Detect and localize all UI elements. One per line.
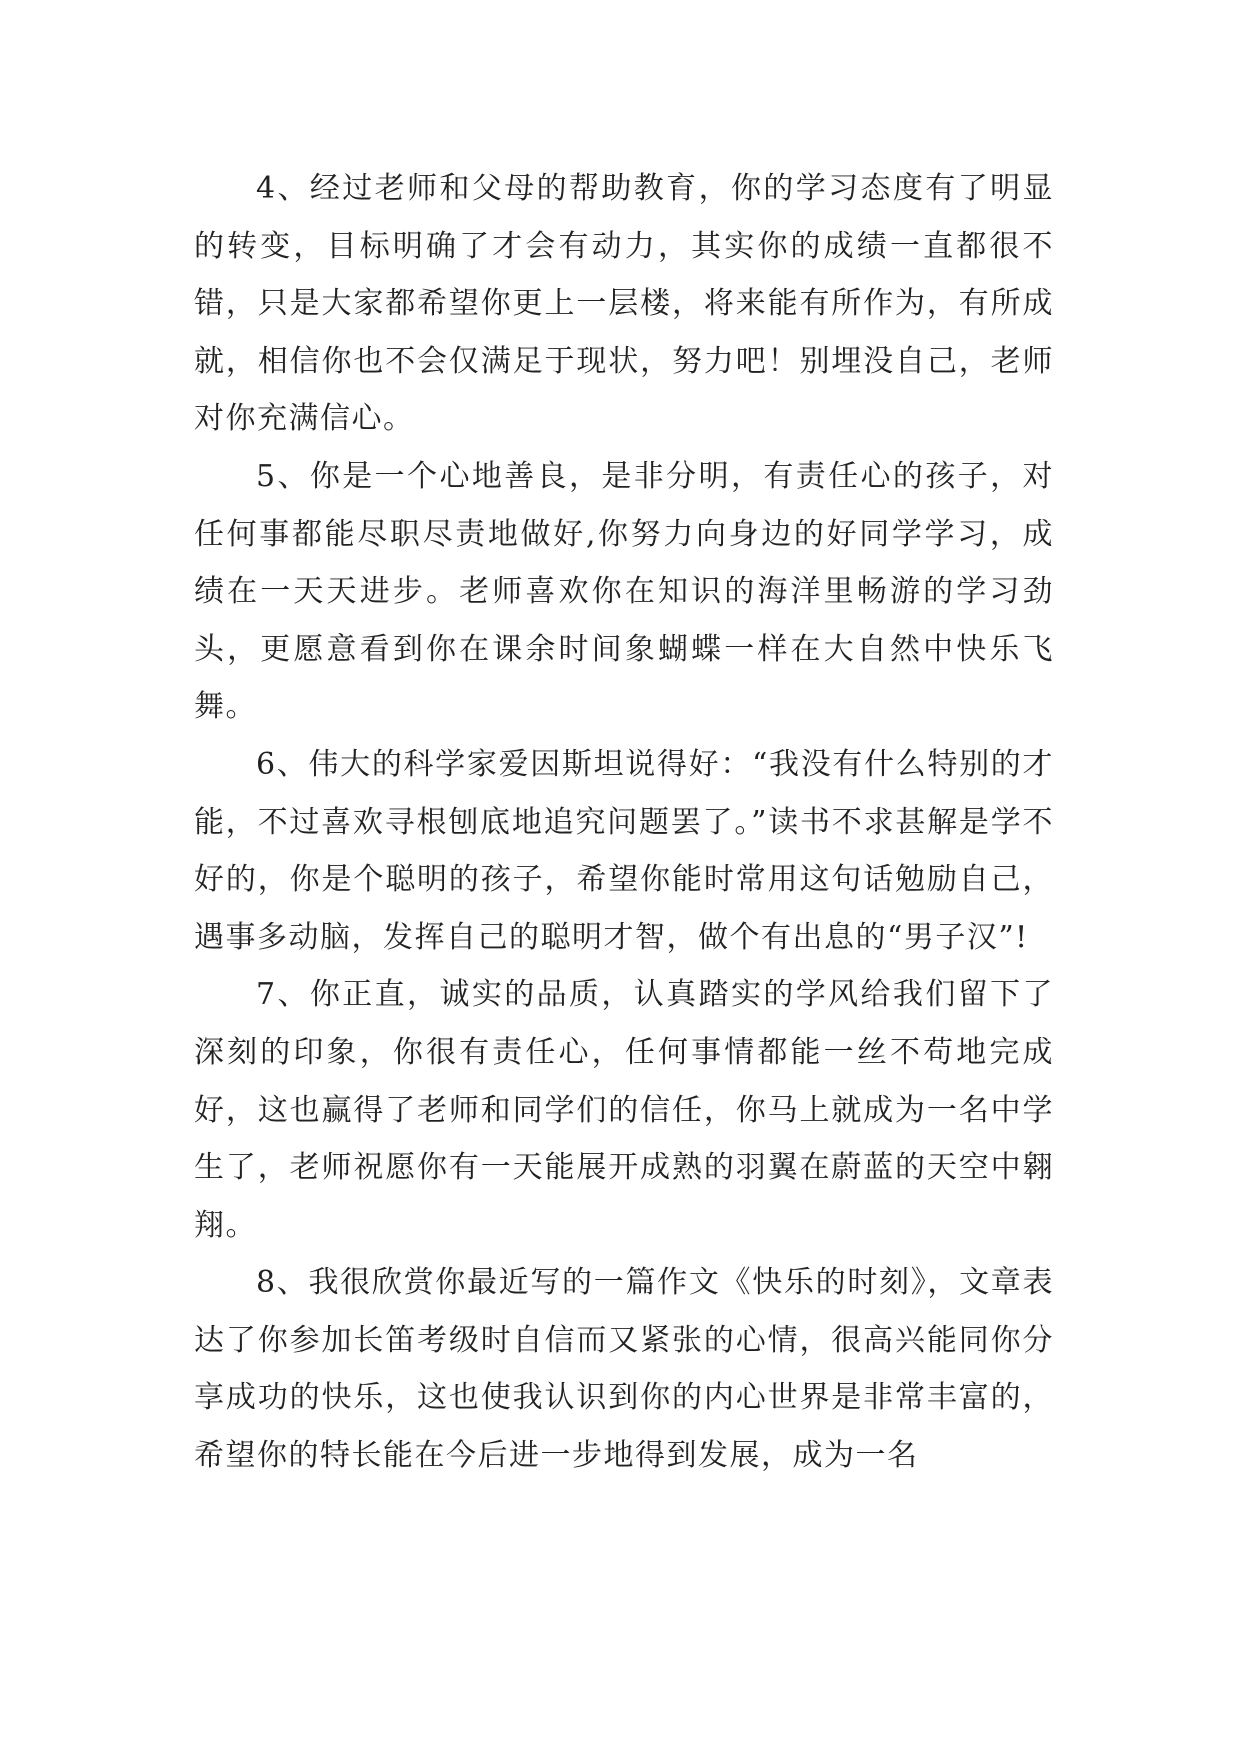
paragraph-5: 5、你是一个心地善良，是非分明，有责任心的孩子，对任何事都能尽职尽责地做好,你努力向身边的好同学学习，成绩在一天天进步。老师喜欢你在知识的海洋里畅游的学习劲头，更愿意看到你在课余时间象蝴蝶一样在大自然中快乐飞舞。 — [194, 458, 1054, 725]
paragraph-8: 8、我很欣赏你最近写的一篇作文《快乐的时刻》，文章表达了你参加长笛考级时自信而又紧张的心情，很高兴能同你分享成功的快乐，这也使我认识到你的内心世界是非常丰富的，希望你的特长能在今后进一步地得到发展，成为一名 — [194, 1265, 1054, 1474]
paragraph-4: 4、经过老师和父母的帮助教育，你的学习态度有了明显的转变，目标明确了才会有动力，其实你的成绩一直都很不错，只是大家都希望你更上一层楼，将来能有所作为，有所成就，相信你也不会仅满足于现状，努力吧！别埋没自己，老师对你充满信心。 — [194, 171, 1054, 437]
paragraph-6: 6、伟大的科学家爱因斯坦说得好：“我没有什么特别的才能，不过喜欢寻根刨底地追究问题罢了。”读书不求甚解是学不好的，你是个聪明的孩子，希望你能时常用这句话勉励自己，遇事多动脑，发挥自己的聪明才智，做个有出息的“男子汉”! — [194, 746, 1054, 955]
document-body — [194, 160, 1054, 1485]
paragraph-7: 7、你正直，诚实的品质，认真踏实的学风给我们留下了深刻的印象，你很有责任心，任何事情都能一丝不苟地完成好，这也赢得了老师和同学们的信任，你马上就成为一名中学生了，老师祝愿你有一天能展开成熟的羽翼在蔚蓝的天空中翱翔。 — [194, 977, 1054, 1243]
